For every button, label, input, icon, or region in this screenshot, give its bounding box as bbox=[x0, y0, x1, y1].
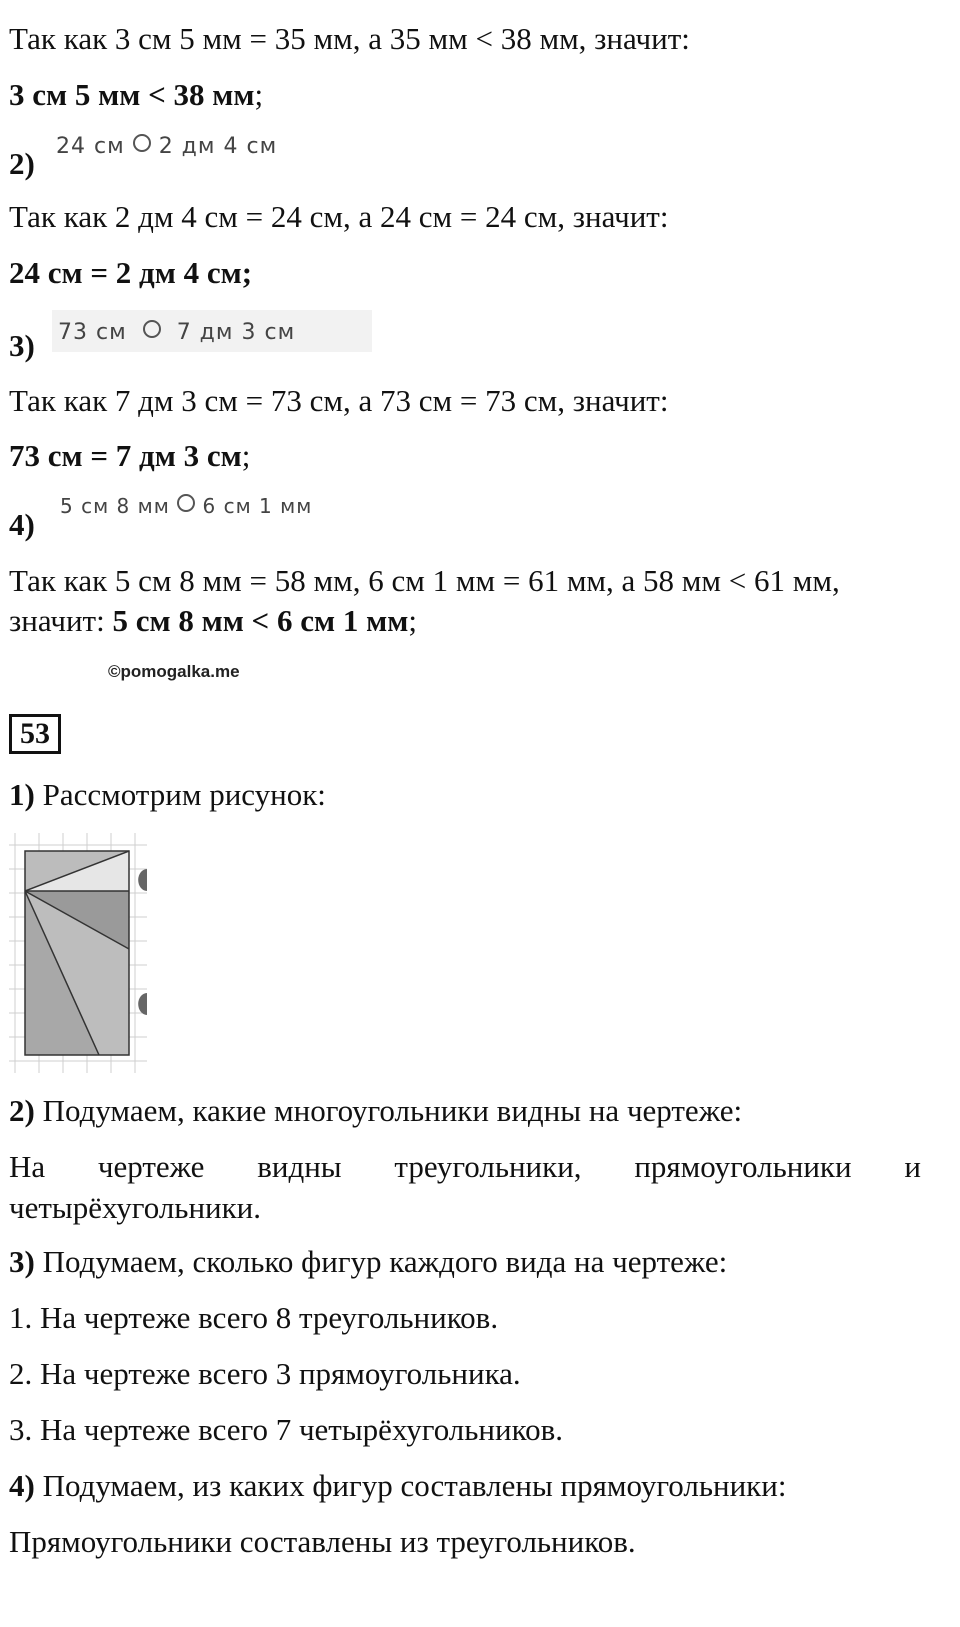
text-line: Так как 3 см 5 мм = 35 мм, а 35 мм < 38 мм, значит: bbox=[9, 21, 690, 56]
task-number-box: 53 bbox=[9, 714, 61, 754]
step-text: Рассмотрим рисунок: bbox=[34, 777, 326, 812]
conclusion-tail: ; bbox=[408, 603, 417, 638]
step-label: 1) bbox=[9, 777, 35, 812]
compare-circle-icon bbox=[143, 320, 161, 338]
conclusion-tail: ; bbox=[241, 438, 251, 473]
image-text-left: 73 см bbox=[58, 320, 127, 345]
step-line bbox=[9, 1092, 742, 1130]
word: треугольники, bbox=[394, 1149, 582, 1184]
comparison-image-4 bbox=[60, 494, 312, 518]
watermark: ©pomogalka.me bbox=[108, 662, 240, 681]
word: На bbox=[9, 1149, 46, 1184]
comparison-image-3 bbox=[58, 320, 295, 345]
step-text: Подумаем, какие многоугольники видны на чертеже: bbox=[34, 1093, 743, 1128]
conclusion-tail: ; bbox=[254, 77, 264, 112]
image-text-right: 6 см 1 мм bbox=[202, 494, 313, 518]
conclusion-bold: 5 см 8 мм < 6 см 1 мм bbox=[112, 603, 409, 638]
item-label: 3) bbox=[9, 328, 35, 363]
step-text: Подумаем, сколько фигур каждого вида на чертеже: bbox=[34, 1244, 728, 1279]
text-line: Так как 7 дм 3 см = 73 см, а 73 см = 73 см, значит: bbox=[9, 383, 669, 418]
image-text-right: 7 дм 3 см bbox=[176, 320, 296, 345]
text-line: Так как 5 см 8 мм = 58 мм, 6 см 1 мм = 61 мм, а 58 мм < 61 мм, bbox=[9, 563, 840, 598]
conclusion-line bbox=[9, 76, 263, 114]
word: чертеже bbox=[97, 1149, 205, 1184]
image-text-left: 5 см 8 мм bbox=[60, 494, 170, 518]
step-label: 4) bbox=[9, 1468, 35, 1503]
conclusion-bold: 3 см 5 мм < 38 мм bbox=[9, 77, 255, 112]
conclusion-bold: 24 см = 2 дм 4 см; bbox=[9, 255, 253, 290]
count-line: 1. На чертеже всего 8 треугольников. bbox=[9, 1300, 499, 1335]
count-line: 3. На чертеже всего 7 четырёхугольников. bbox=[9, 1412, 563, 1447]
word: видны bbox=[257, 1149, 342, 1184]
conclusion-line bbox=[9, 437, 250, 475]
conclusion-line bbox=[9, 602, 417, 640]
item-label: 4) bbox=[9, 507, 35, 542]
answer-line: четырёхугольники. bbox=[9, 1190, 262, 1225]
step-line bbox=[9, 1243, 727, 1281]
image-text-left: 24 см bbox=[56, 134, 125, 159]
item-label: 2) bbox=[9, 146, 35, 181]
image-text-right: 2 дм 4 см bbox=[158, 134, 278, 159]
text-line: Так как 2 дм 4 см = 24 см, а 24 см = 24 см, значит: bbox=[9, 199, 669, 234]
compare-circle-icon bbox=[177, 494, 195, 512]
conclusion-bold: 73 см = 7 дм 3 см bbox=[9, 438, 242, 473]
step-label: 2) bbox=[9, 1093, 35, 1128]
answer-line-justified bbox=[9, 1148, 921, 1186]
comparison-image-2 bbox=[56, 134, 277, 159]
word: и bbox=[904, 1149, 921, 1184]
geometry-figure bbox=[9, 833, 147, 1073]
compare-circle-icon bbox=[133, 134, 151, 152]
step-label: 3) bbox=[9, 1244, 35, 1279]
word: прямоугольники bbox=[634, 1149, 852, 1184]
step-line bbox=[9, 1467, 786, 1505]
count-line: 2. На чертеже всего 3 прямоугольника. bbox=[9, 1356, 521, 1391]
conclusion-prefix: значит: bbox=[9, 603, 113, 638]
step-text: Подумаем, из каких фигур составлены прямоугольники: bbox=[34, 1468, 787, 1503]
answer-line: Прямоугольники составлены из треугольников. bbox=[9, 1524, 636, 1559]
step-line bbox=[9, 776, 326, 814]
